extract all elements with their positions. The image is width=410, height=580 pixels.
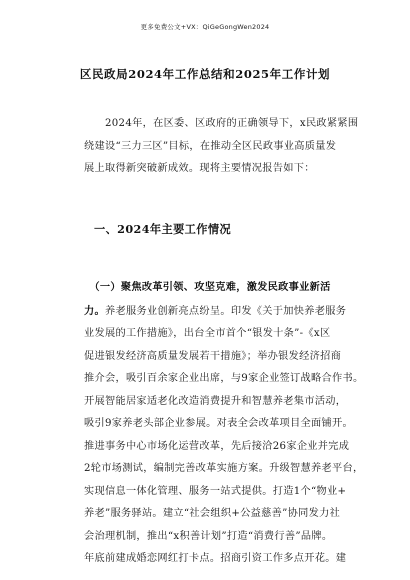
body-paragraph: [84, 276, 364, 571]
body-line: 年底前建成婚恋网红打卡点。招商引资工作多点开花。建: [84, 553, 347, 564]
header-note: 更多免费公文+VX：QiGeGongWen2024: [140, 23, 270, 31]
body-line: 会治理机制，推出“x积善计划”打造“消费行善”品牌。: [84, 530, 333, 542]
body-line: 实现信息一体化管理、服务一站式提供。打造1个“物业+: [84, 485, 347, 497]
body-line: [84, 300, 347, 324]
body-line: 吸引9家养老头部企业参展。对表全会改革项目全面铺开。: [84, 418, 353, 429]
sub-heading-text: （一）聚焦改革引领、攻坚克难，激发民政事业新活: [94, 281, 331, 293]
body-line: 推进事务中心市场化运营改革，先后接洽26家企业并完成: [84, 440, 350, 452]
body-line: 促进银发经济高质量发展若干措施》；举办银发经济招商: [84, 350, 342, 362]
body-text: 养老服务业创新亮点纷呈。印发《关于加快养老服务: [104, 305, 347, 317]
sub-heading-text: 力。: [84, 304, 105, 317]
intro-line: 绕建设“三力三区”目标，在推动全区民政事业高质量发: [84, 140, 337, 152]
intro-paragraph: [84, 113, 359, 181]
body-line: 开展智能居家适老化改造消费提升和智慧养老集市活动，: [84, 395, 347, 407]
sub-heading-line: [84, 276, 344, 300]
intro-line: 展上取得新突破新成效。现将主要情况报告如下：: [84, 163, 315, 174]
section-heading: 一、2024年主要工作情况: [94, 222, 232, 236]
body-line: 养老”服务驿站。建立“社会组织+公益慈善”协同发力社: [84, 508, 341, 519]
intro-line: 2024年，在区委、区政府的正确领导下，x民政紧紧围: [84, 118, 359, 129]
body-line: 推介会，吸引百余家企业出席，与9家企业签订战略合作书。: [84, 373, 364, 384]
body-line: 2轮市场测试，编制完善改革实施方案。升级智慧养老平台，: [84, 463, 364, 474]
document-title: 区民政局2024年工作总结和2025年工作计划: [79, 67, 331, 81]
body-line: 业发展的工作措施》，出台全市首个“银发十条”-《x区: [84, 328, 331, 339]
